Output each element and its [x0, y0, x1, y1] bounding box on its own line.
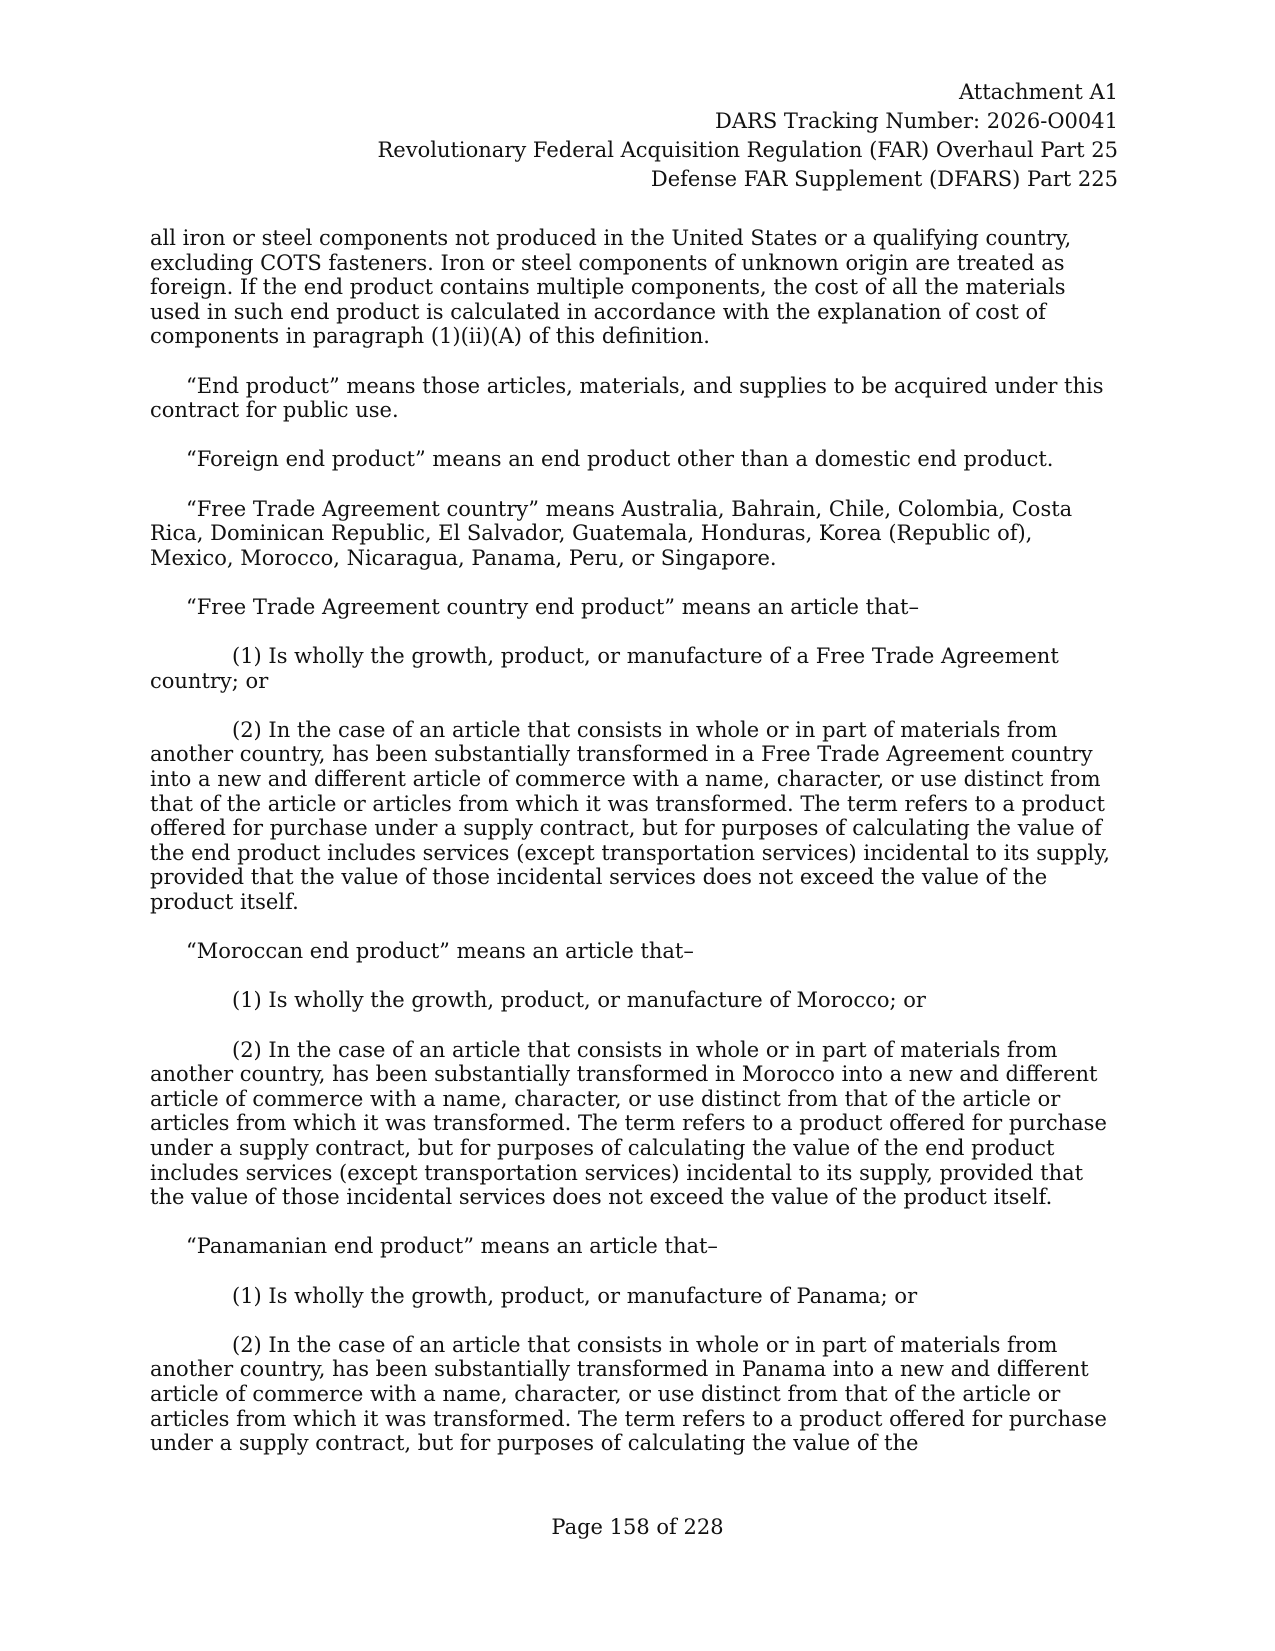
header-far-part: Revolutionary Federal Acquisition Regulation (FAR) Overhaul Part 25	[377, 138, 1118, 162]
page-header	[138, 78, 1118, 194]
fta-item-1: (1) Is wholly the growth, product, or manufacture of a Free Trade Agreement country; or	[150, 644, 1059, 693]
fta-item-2: (2) In the case of an article that consists in whole or in part of materials from another country, has been substantially transformed in a Free Trade Agreement country into a new and different article of commerce with a name, character, or use distinct from that of the article or articles from which it was transformed. The term refers to a product offered for purchase under a supply contract, but for purposes of calculating the value of the end product includes services (except transportation services) incidental to its supply, provided that the value of those incidental services does not exceed the value of the product itself.	[150, 717, 1110, 915]
definition-end-product: “End product” means those articles, materials, and supplies to be acquired under this contract for public use.	[150, 373, 1104, 423]
paragraph-continuation: all iron or steel components not produced in the United States or a qualifying country, excluding COTS fasteners. Iron or steel components of unknown origin are treated as foreign. If the end product contains multiple components, the cost of all the materials used in such end product is calculated in accordance with the explanation of cost of components in paragraph (1)(ii)(A) of this definition.	[150, 226, 1072, 349]
definition-fta-end-product: “Free Trade Agreement country end product” means an article that–	[186, 594, 919, 619]
definition-foreign-end-product: “Foreign end product” means an end product other than a domestic end product.	[186, 447, 1054, 472]
definition-fta-country: “Free Trade Agreement country” means Australia, Bahrain, Chile, Colombia, Costa Rica, Dominican Republic, El Salvador, Guatemala, Honduras, Korea (Republic of), Mexico, Morocco, Nicaragua, Panama, Peru, or Singapore.	[150, 496, 1073, 570]
definition-moroccan-end-product: “Moroccan end product” means an article that–	[186, 939, 694, 964]
panamanian-item-1: (1) Is wholly the growth, product, or manufacture of Panama; or	[232, 1283, 918, 1308]
panamanian-item-2: (2) In the case of an article that consists in whole or in part of materials from another country, has been substantially transformed in Panama into a new and different article of commerce with a name, character, or use distinct from that of the article or articles from which it was transformed. The term refers to a product offered for purchase under a supply contract, but for purposes of calculating the value of the	[150, 1332, 1107, 1456]
header-tracking-number: DARS Tracking Number: 2026-O0041	[715, 109, 1118, 133]
definition-panamanian-end-product: “Panamanian end product” means an article that–	[186, 1234, 718, 1259]
page-number: Page 158 of 228	[551, 1515, 724, 1539]
moroccan-item-2: (2) In the case of an article that consists in whole or in part of materials from another country, has been substantially transformed in Morocco into a new and different article of commerce with a name, character, or use distinct from that of the article or articles from which it was transformed. The term refers to a product offered for purchase under a supply contract, but for purposes of calculating the value of the end product includes services (except transportation services) incidental to its supply, provided that the value of those incidental services does not exceed the value of the product itself.	[150, 1037, 1107, 1210]
header-attachment: Attachment A1	[959, 80, 1118, 104]
document-body	[150, 226, 1118, 1480]
moroccan-item-1: (1) Is wholly the growth, product, or manufacture of Morocco; or	[232, 988, 926, 1013]
header-dfars-part: Defense FAR Supplement (DFARS) Part 225	[650, 167, 1118, 191]
